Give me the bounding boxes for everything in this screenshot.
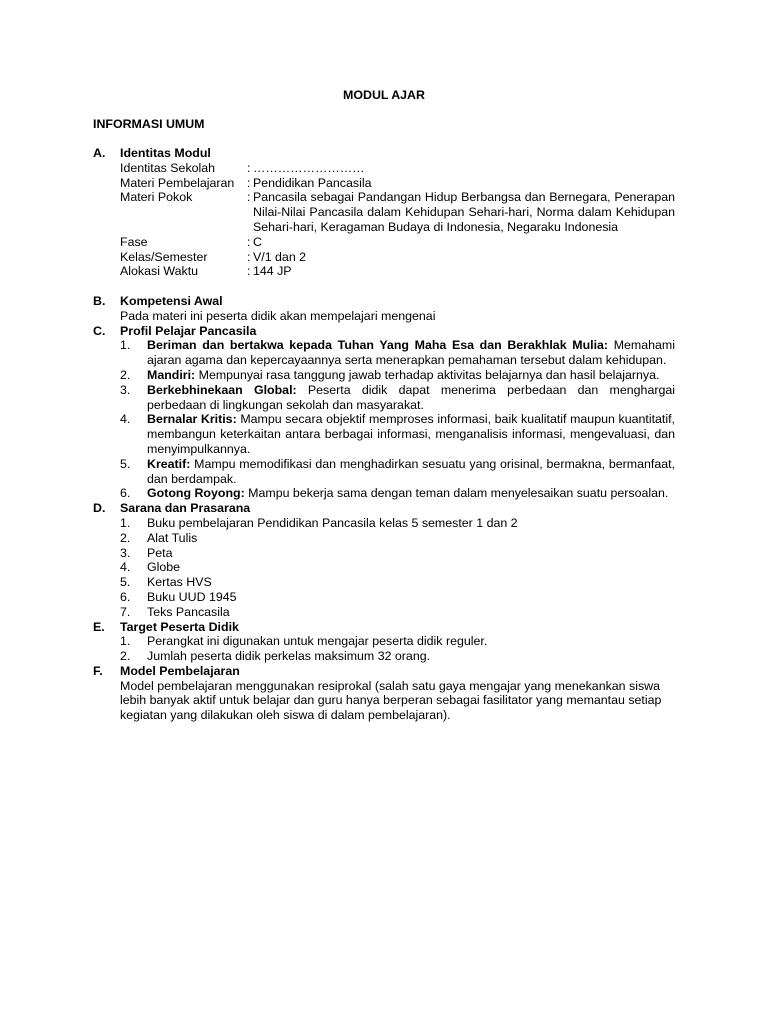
item-text: Mempunyai rasa tanggung jawab terhadap aktivitas belajarnya dan hasil belajarnya. bbox=[195, 367, 660, 382]
item-text: Peta bbox=[147, 545, 173, 560]
list-item bbox=[120, 605, 675, 620]
section-letter: E. bbox=[93, 619, 105, 634]
identity-separator: : bbox=[247, 234, 251, 249]
list-number: 6. bbox=[120, 589, 131, 604]
list-item bbox=[120, 516, 675, 531]
list-item bbox=[120, 590, 675, 605]
list-item bbox=[120, 412, 675, 456]
section-title: Model Pembelajaran bbox=[120, 663, 240, 678]
item-text: Buku pembelajaran Pendidikan Pancasila kelas 5 semester 1 dan 2 bbox=[147, 515, 518, 530]
section-model-pembelajaran bbox=[93, 664, 675, 723]
identity-label: Kelas/Semester bbox=[120, 249, 208, 264]
list-item bbox=[120, 531, 675, 546]
list-number: 3. bbox=[120, 382, 131, 397]
list-number: 2. bbox=[120, 367, 131, 382]
identity-row bbox=[120, 176, 675, 191]
list-number: 5. bbox=[120, 575, 131, 590]
item-text: Mampu memodifikasi dan menghadirkan sesuatu yang orisinal, bermakna, bermanfaat, dan berdampak. bbox=[147, 456, 675, 486]
section-text: Pada materi ini peserta didik akan mempelajari mengenai bbox=[120, 308, 436, 323]
section-target-peserta-didik bbox=[93, 620, 675, 664]
identity-row bbox=[120, 264, 675, 279]
list-item bbox=[120, 368, 675, 383]
item-heading: Gotong Royong: bbox=[147, 486, 245, 501]
section-title: Profil Pelajar Pancasila bbox=[120, 323, 257, 338]
identity-value: C bbox=[253, 234, 262, 249]
item-text: Kertas HVS bbox=[147, 575, 212, 590]
identity-value: Pendidikan Pancasila bbox=[253, 175, 372, 190]
section-title: Kompetensi Awal bbox=[120, 293, 223, 308]
section-kompetensi-awal bbox=[93, 294, 675, 324]
section-title: Target Peserta Didik bbox=[120, 619, 239, 634]
list-number: 5. bbox=[120, 456, 131, 471]
list-item bbox=[120, 546, 675, 561]
identity-value: 144 JP bbox=[253, 264, 292, 279]
list-number: 1. bbox=[120, 634, 131, 649]
section-letter: F. bbox=[93, 663, 103, 678]
document-content bbox=[93, 146, 675, 723]
list-number: 4. bbox=[120, 560, 131, 575]
section-profil-pelajar-pancasila bbox=[93, 324, 675, 502]
section-letter: B. bbox=[93, 293, 106, 308]
identity-separator: : bbox=[247, 160, 251, 175]
list-item bbox=[120, 634, 675, 649]
section-letter: A. bbox=[93, 146, 106, 160]
item-text: Globe bbox=[147, 560, 181, 575]
list-number: 7. bbox=[120, 604, 131, 619]
spacer bbox=[93, 279, 675, 294]
item-text: Memahami ajaran agama dan kepercayaannya serta menerapkan pemahaman tersebut dalam kehidupan. bbox=[147, 338, 675, 368]
identity-label: Materi Pembelajaran bbox=[120, 175, 235, 190]
item-text: Teks Pancasila bbox=[147, 604, 230, 619]
list-number: 1. bbox=[120, 338, 131, 353]
identity-label: Identitas Sekolah bbox=[120, 160, 216, 175]
item-heading: Berkebhinekaan Global: bbox=[147, 382, 297, 397]
item-heading: Kreatif: bbox=[147, 456, 191, 471]
identity-label: Fase bbox=[120, 234, 148, 249]
list-number: 4. bbox=[120, 412, 131, 427]
section-title: Sarana dan Prasarana bbox=[120, 501, 251, 516]
section-title: Identitas Modul bbox=[120, 146, 211, 160]
list-item bbox=[120, 383, 675, 413]
list-item bbox=[120, 649, 675, 664]
item-text: Mampu bekerja sama dengan teman dalam menyelesaikan suatu persoalan. bbox=[244, 486, 669, 501]
identity-value: ……………………… bbox=[253, 160, 365, 175]
list-item bbox=[120, 457, 675, 487]
identity-value: V/1 dan 2 bbox=[253, 249, 307, 264]
item-heading: Mandiri: bbox=[147, 367, 196, 382]
identity-separator: : bbox=[247, 249, 251, 264]
identity-label: Alokasi Waktu bbox=[120, 264, 199, 279]
item-text: Perangkat ini digunakan untuk mengajar peserta didik reguler. bbox=[147, 634, 488, 649]
list-number: 2. bbox=[120, 649, 131, 664]
identity-separator: : bbox=[247, 190, 251, 205]
section-text: Model pembelajaran menggunakan resiprokal (salah satu gaya mengajar yang menekankan siswa lebih banyak aktif untuk belajar dan guru hanya berperan sebagai fasilitator yang memantau setiap kegiatan yang dilakukan oleh siswa di dalam pembelajaran). bbox=[120, 678, 662, 723]
list-item bbox=[120, 560, 675, 575]
item-heading: Beriman dan bertakwa kepada Tuhan Yang Maha Esa dan Berakhlak Mulia: bbox=[147, 338, 609, 353]
section-sarana-prasarana bbox=[93, 501, 675, 619]
list-number: 3. bbox=[120, 545, 131, 560]
list-number: 1. bbox=[120, 515, 131, 530]
identity-separator: : bbox=[247, 175, 251, 190]
section-identitas-modul bbox=[93, 146, 675, 279]
identity-table bbox=[120, 161, 675, 279]
list-item bbox=[120, 338, 675, 368]
identity-value: Pancasila sebagai Pandangan Hidup Berbangsa dan Bernegara, Penerapan Nilai-Nilai Pancasila dalam Kehidupan Sehari-hari, Norma dalam Kehidupan Sehari-hari, Keragaman Budaya di Indonesia, Negaraku Indonesia bbox=[253, 190, 675, 234]
list-number: 6. bbox=[120, 486, 131, 501]
page-title: MODUL AJAR bbox=[343, 88, 425, 102]
list-number: 2. bbox=[120, 530, 131, 545]
item-heading: Bernalar Kritis: bbox=[147, 412, 237, 427]
identity-row bbox=[120, 235, 675, 250]
identity-row bbox=[120, 250, 675, 265]
item-text: Alat Tulis bbox=[147, 530, 198, 545]
list-item bbox=[120, 575, 675, 590]
item-text: Mampu secara objektif memproses informasi, baik kualitatif maupun kuantitatif, membangun keterkaitan antara berbagai informasi, menganalisis informasi, mengevaluasi, dan menyimpulkannya. bbox=[147, 412, 675, 456]
item-text: Jumlah peserta didik perkelas maksimum 32 orang. bbox=[147, 649, 431, 664]
section-letter: D. bbox=[93, 501, 106, 516]
item-text: Buku UUD 1945 bbox=[147, 589, 237, 604]
item-text: Peserta didik dapat menerima perbedaan dan menghargai perbedaan di lingkungan sekolah dan masyarakat. bbox=[147, 382, 675, 412]
list-item bbox=[120, 486, 675, 501]
identity-row bbox=[120, 190, 675, 234]
identity-row bbox=[120, 161, 675, 176]
section-heading-informasi-umum: INFORMASI UMUM bbox=[93, 117, 205, 131]
identity-separator: : bbox=[247, 264, 251, 279]
section-letter: C. bbox=[93, 323, 106, 338]
identity-label: Materi Pokok bbox=[120, 190, 193, 205]
